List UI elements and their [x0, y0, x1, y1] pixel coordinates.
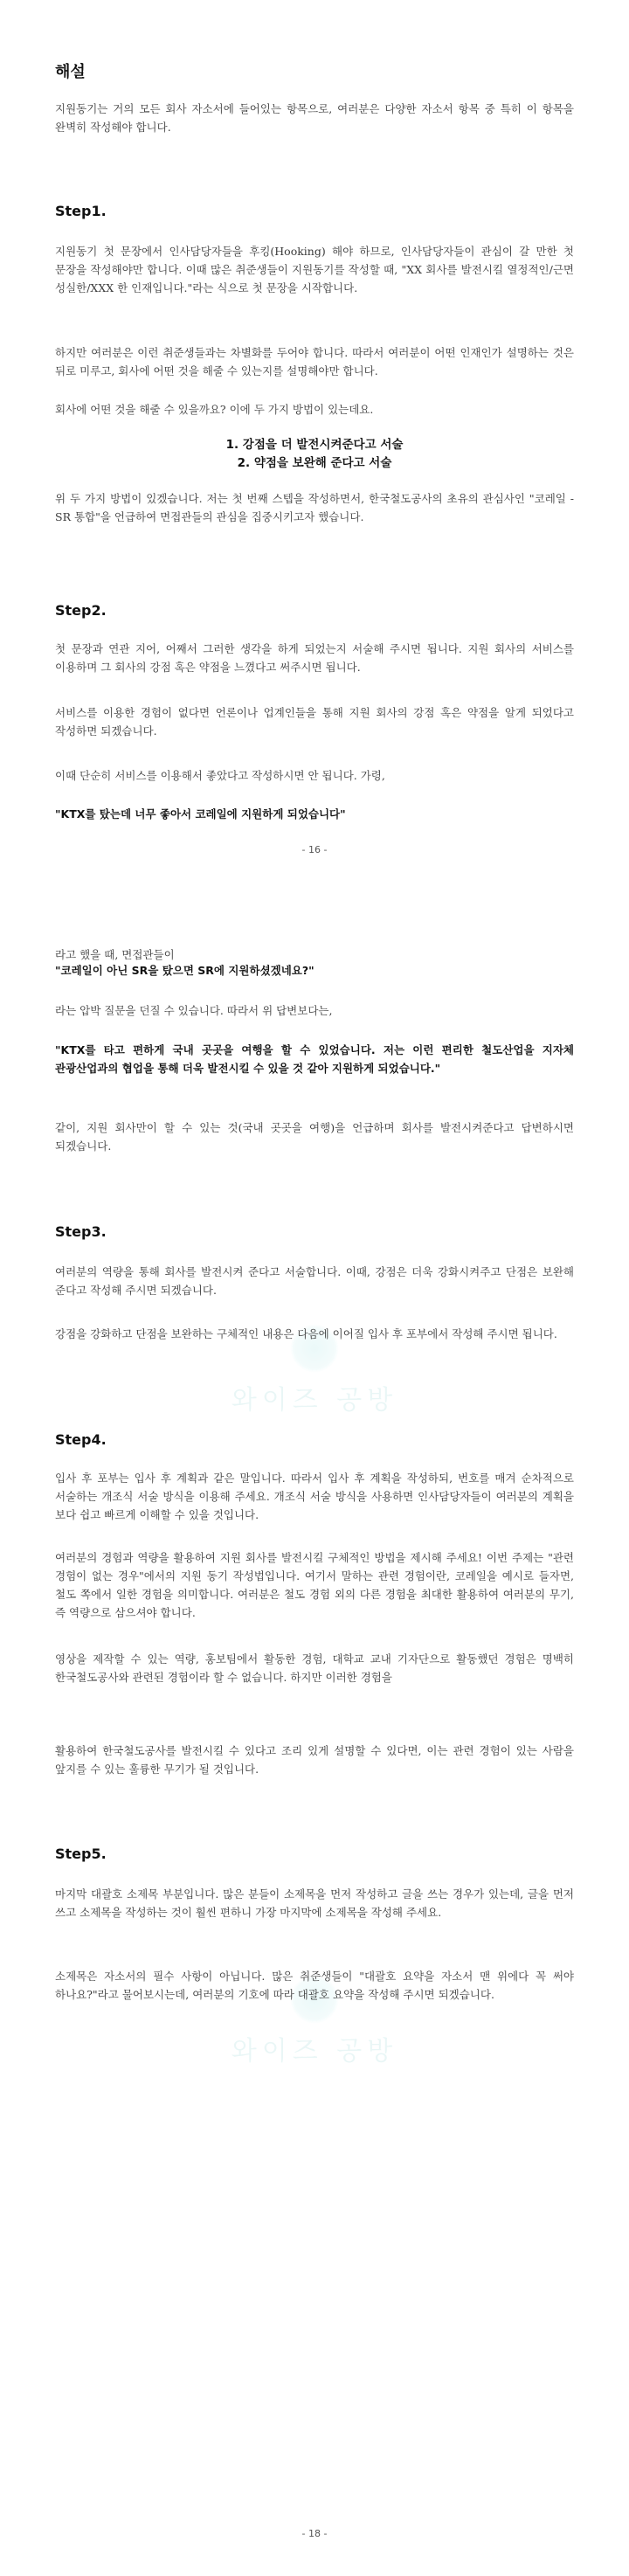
step3-paragraph-1: 여러분의 역량을 통해 회사를 발전시켜 준다고 서술합니다. 이때, 강점은 더욱 강화시켜주고 단점은 보완해 준다고 작성해 주시면 되겠습니다.: [55, 1265, 574, 1297]
step2-paragraph-2: 서비스를 이용한 경험이 없다면 언론이나 업계인들을 통해 지원 회사의 강점 혹은 약점을 알게 되었다고 작성하면 되겠습니다.: [55, 706, 574, 737]
step1-paragraph-4: 위 두 가지 방법이 있겠습니다. 저는 첫 번째 스텝을 작성하면서, 한국철도공사의 초유의 관심사인 "코레일 - SR 통합"을 언급하여 면접관들의 관심을 집중시키고자 했습니다.: [55, 492, 574, 523]
step2-quote-3: "KTX를 타고 편하게 국내 곳곳을 여행을 할 수 있었습니다. 저는 이런 편리한 철도산업을 지자체 관광산업과의 협업을 통해 더욱 발전시킬 수 있을 것 같아 지원하게 되었습니다.": [55, 1043, 574, 1075]
step1-paragraph-1: 지원동기 첫 문장에서 인사담당자들을 후킹(Hooking) 해야 하므로, 인사담당자들이 관심이 갈 만한 첫 문장을 작성해야만 합니다. 이때 많은 취준생들이 지원동기를 작성할 때, "XX 회사를 발전시킬 열정적인/근면 성실한/XXX 한 인재입니다."라는 식으로 첫 문장을 시작합니다.: [55, 245, 574, 294]
step5-heading: Step5.: [55, 1845, 107, 1862]
page-number-16: - 16 -: [301, 844, 328, 855]
step4-heading: Step4.: [55, 1431, 107, 1448]
step4-paragraph-1: 입사 후 포부는 입사 후 계획과 같은 말입니다. 따라서 입사 후 계획을 작성하되, 번호를 매겨 순차적으로 서술하는 개조식 서술 방식을 이용해 주세요. 개조식 서술 방식을 사용하면 인사담당자들이 여러분의 계획을 보다 쉽고 빠르게 이해할 수 있을 것입니다.: [55, 1472, 574, 1521]
step2-heading: Step2.: [55, 602, 107, 619]
step1-method-1: 1. 강점을 더 발전시켜준다고 서술: [225, 438, 404, 452]
step4-paragraph-2: 여러분의 경험과 역량을 활용하여 지원 회사를 발전시킬 구체적인 방법을 제시해 주세요! 이번 주제는 "관련 경험이 없는 경우"에서의 지원 동기 작성법입니다. 여기서 말하는 관련 경험이란, 코레일을 예시로 들자면, 철도 쪽에서 일한 경험을 의미합니다. 여러분은 철도 경험 외의 다른 경험을 최대한 활용하여 여러분의 무기, 즉 역량으로 삼으셔야 합니다.: [55, 1551, 574, 1619]
page-title: 해설: [55, 63, 86, 81]
step1-paragraph-2: 하지만 여러분은 이런 취준생들과는 차별화를 두어야 합니다. 따라서 여러분이 어떤 인재인가 설명하는 것은 뒤로 미루고, 회사에 어떤 것을 해줄 수 있는지를 설명해야만 합니다.: [55, 346, 574, 377]
step4-paragraph-3: 영상을 제작할 수 있는 역량, 홍보팀에서 활동한 경험, 대학교 교내 기자단으로 활동했던 경험은 명백히 한국철도공사와 관련된 경험이라 할 수 없습니다. 하지만 이러한 경험을: [55, 1652, 574, 1684]
step2-paragraph-6: 같이, 지원 회사만이 할 수 있는 것(국내 곳곳을 여행)을 언급하며 회사를 발전시켜준다고 답변하시면 되겠습니다.: [55, 1121, 574, 1153]
step2-paragraph-1: 첫 문장과 연관 지어, 어째서 그러한 생각을 하게 되었는지 서술해 주시면 됩니다. 지원 회사의 서비스를 이용하며 그 회사의 강점 혹은 약점을 느꼈다고 써주시면 됩니다.: [55, 642, 574, 674]
watermark-text: 와이즈 공방: [231, 1385, 398, 1416]
watermark-text: 와이즈 공방: [231, 2036, 398, 2067]
step3-heading: Step3.: [55, 1223, 107, 1240]
step5-paragraph-1: 마지막 대괄호 소제목 부분입니다. 많은 분들이 소제목을 먼저 작성하고 글을 쓰는 경우가 있는데, 글을 먼저 쓰고 소제목을 작성하는 것이 훨씬 편하니 가장 마지막에 소제목을 작성해 주세요.: [55, 1887, 574, 1919]
step1-method-2: 2. 약점을 보완해 준다고 서술: [237, 456, 392, 470]
step2-quote-2: "코레일이 아닌 SR을 탔으면 SR에 지원하셨겠네요?": [55, 964, 314, 977]
step2-quote-1: "KTX를 탔는데 너무 좋아서 코레일에 지원하게 되었습니다": [55, 807, 346, 821]
step5-paragraph-2: 소제목은 자소서의 필수 사항이 아닙니다. 많은 취준생들이 "대괄호 요약을 자소서 맨 위에다 꼭 써야 하나요?"라고 물어보시는데, 여러분의 기호에 따라 대괄호 요약을 작성해 주시면 되겠습니다.: [55, 1970, 574, 2001]
page-number-18: - 18 -: [301, 2528, 328, 2539]
intro-paragraph: 지원동기는 거의 모든 회사 자소서에 들어있는 항목으로, 여러분은 다양한 자소서 항목 중 특히 이 항목을 완벽히 작성해야 합니다.: [55, 102, 574, 134]
step1-paragraph-3: 회사에 어떤 것을 해줄 수 있을까요? 이에 두 가지 방법이 있는데요.: [55, 403, 374, 416]
step2-paragraph-4: 라고 했을 때, 면접관들이: [55, 948, 175, 961]
step1-heading: Step1.: [55, 203, 107, 219]
step3-paragraph-2: 강점을 강화하고 단점을 보완하는 구체적인 내용은 다음에 이어질 입사 후 포부에서 작성해 주시면 됩니다.: [55, 1327, 557, 1340]
step4-paragraph-4: 활용하여 한국철도공사를 발전시킬 수 있다고 조리 있게 설명할 수 있다면, 이는 관련 경험이 있는 사람을 앞지를 수 있는 훌륭한 무기가 될 것입니다.: [55, 1744, 574, 1776]
step2-paragraph-3: 이때 단순히 서비스를 이용해서 좋았다고 작성하시면 안 됩니다. 가령,: [55, 769, 385, 782]
step2-paragraph-5: 라는 압박 질문을 던질 수 있습니다. 따라서 위 답변보다는,: [55, 1004, 333, 1017]
